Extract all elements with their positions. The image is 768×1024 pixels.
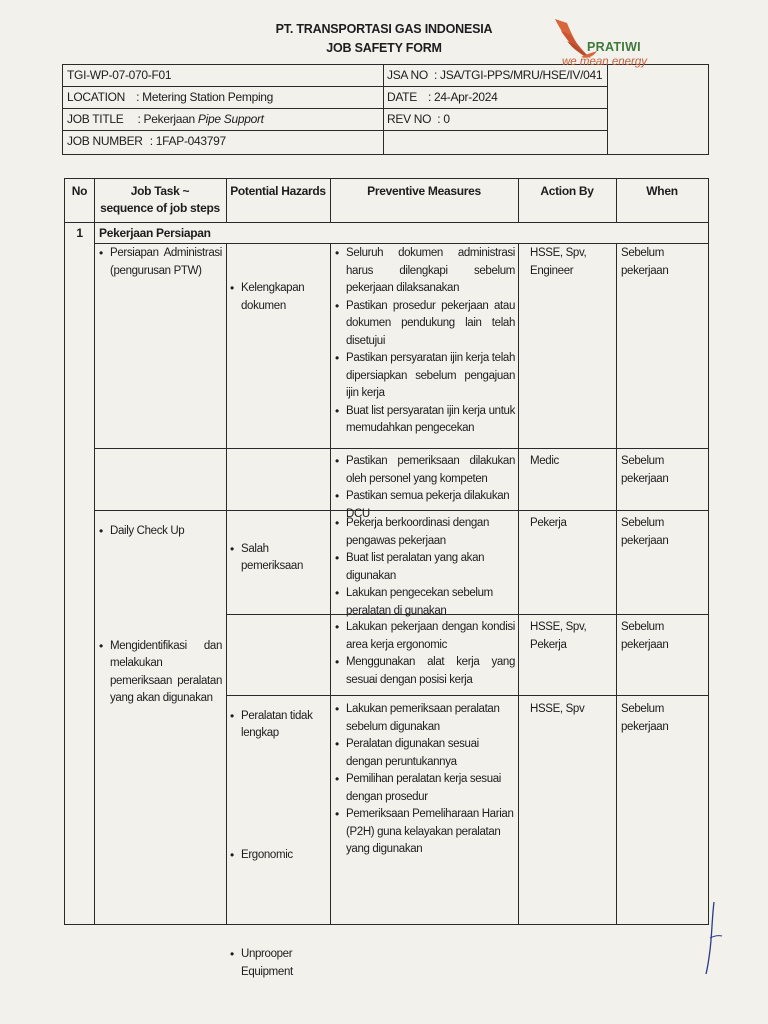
row-divider	[226, 695, 708, 696]
job-title-value	[137, 112, 263, 126]
measure-item: • Buat list persyaratan ijin kerja untuk memudahkan pengecekan	[335, 403, 515, 438]
col-header-when: When	[646, 184, 678, 198]
section-title: Pekerjaan Persiapan	[99, 226, 211, 240]
measure-item: • Lakukan pekerjaan dengan kondisi area kerja ergonomic	[335, 619, 515, 654]
job-title-prefix: : Pekerjaan	[137, 112, 198, 126]
action-by: HSSE, Spv, Engineer	[530, 247, 587, 277]
when: Sebelum pekerjaan	[621, 621, 669, 651]
measures-list	[335, 245, 515, 438]
measure-item: • Pastikan prosedur pekerjaan atau dokumen pendukung lain telah disetujui	[335, 298, 515, 351]
measure-item: • Pastikan semua pekerja dilakukan DCU	[335, 488, 515, 523]
row-divider	[65, 222, 708, 223]
measure-item: • Peralatan digunakan sesuai dengan peruntukannya	[335, 736, 515, 771]
divider	[63, 86, 607, 87]
measure-item: • Menggunakan alat kerja yang sesuai dengan posisi kerja	[335, 654, 515, 689]
job-number-field	[67, 134, 226, 148]
when: Sebelum pekerjaan	[621, 247, 669, 277]
rev-no-label: REV NO	[387, 112, 432, 126]
measure-item: • Pemeriksaan Pemeliharaan Harian (P2H) guna kelayakan peralatan yang digunakan	[335, 806, 515, 859]
job-title-field	[67, 112, 264, 126]
action-by: Medic	[530, 455, 559, 467]
when: Sebelum pekerjaan	[621, 517, 669, 547]
rev-no-value: : 0	[437, 112, 450, 126]
task-item: • Persiapan Administrasi (pengurusan PTW)	[99, 245, 222, 280]
date-value: : 24-Apr-2024	[427, 90, 498, 104]
col-header-action-by: Action By	[540, 184, 594, 198]
col-header-measures: Preventive Measures	[367, 184, 481, 198]
location-value: : Metering Station Pemping	[136, 90, 274, 104]
jsa-no-label: JSA NO	[387, 68, 428, 82]
column-divider	[330, 243, 331, 924]
action-by: HSSE, Spv, Pekerja	[530, 621, 587, 651]
date-label: DATE	[387, 90, 417, 104]
doc-code: TGI-WP-07-070-F01	[67, 68, 172, 82]
location-label: LOCATION	[67, 90, 126, 104]
logo-tagline: we mean energy	[562, 56, 648, 68]
task-item: • Daily Check Up	[99, 523, 222, 541]
measure-item: • Pekerja berkoordinasi dengan pengawas pekerjaan	[335, 515, 515, 550]
row-divider	[94, 243, 708, 244]
hazard-item: • Kelengkapan dokumen	[230, 280, 326, 315]
job-safety-table	[64, 178, 709, 978]
jsa-no-value: : JSA/TGI-PPS/MRU/HSE/IV/041	[433, 68, 603, 82]
section-number: 1	[76, 226, 83, 240]
measures-list	[335, 619, 515, 689]
measure-item: • Pastikan pemeriksaan dilakukan oleh personel yang kompeten	[335, 453, 515, 488]
col-header-no: No	[71, 184, 88, 198]
date-field	[387, 90, 497, 104]
col-header-hazards: Potential Hazards	[230, 184, 326, 198]
hazard-item: • Salah pemeriksaan	[230, 541, 326, 576]
task-item: • Mengidentifikasi dan melakukan pemeriksaan peralatan yang akan digunakan	[99, 638, 222, 708]
column-divider	[226, 243, 227, 924]
hazard-item: • Unprooper Equipment	[230, 946, 326, 981]
divider	[63, 130, 607, 131]
hazard-item: • Peralatan tidak lengkap	[230, 708, 326, 743]
column-divider	[616, 243, 617, 924]
action-by: HSSE, Spv	[530, 703, 585, 715]
location-field	[67, 90, 273, 104]
logo-name: PRATIWI	[587, 40, 641, 54]
rev-no-field	[387, 112, 450, 126]
column-divider	[518, 243, 519, 924]
col-header-job-task-line2: sequence of job steps	[100, 201, 220, 215]
when: Sebelum pekerjaan	[621, 455, 669, 485]
job-title-italic: Pipe Support	[197, 112, 264, 126]
measure-item: • Lakukan pemeriksaan peralatan sebelum digunakan	[335, 701, 515, 736]
measure-item: • Pastikan persyaratan ijin kerja telah dipersiapkan sebelum pengajuan ijin kerja	[335, 350, 515, 403]
signature-mark-icon	[700, 898, 730, 978]
row-divider	[94, 448, 708, 449]
col-header-job-task-line1: Job Task ~	[130, 184, 190, 198]
col-header-job-task	[94, 183, 226, 217]
job-number-label: JOB NUMBER	[67, 134, 143, 148]
action-by: Pekerja	[530, 517, 567, 529]
measures-list	[335, 453, 515, 523]
measure-item: • Seluruh dokumen administrasi harus dilengkapi sebelum pekerjaan dilaksanakan	[335, 245, 515, 298]
measure-item: • Lakukan pengecekan sebelum peralatan di gunakan	[335, 585, 515, 620]
divider	[383, 65, 384, 154]
measure-item: • Pemilihan peralatan kerja sesuai dengan prosedur	[335, 771, 515, 806]
measures-list	[335, 515, 515, 620]
measures-list	[335, 701, 515, 859]
company-name: PT. TRANSPORTASI GAS INDONESIA	[275, 22, 493, 36]
measure-item: • Buat list peralatan yang akan digunakan	[335, 550, 515, 585]
job-number-value: : 1FAP-043797	[149, 134, 226, 148]
divider	[63, 108, 607, 109]
form-title: JOB SAFETY FORM	[326, 41, 442, 55]
hazard-item: • Ergonomic	[230, 847, 326, 865]
job-title-label: JOB TITLE	[67, 112, 124, 126]
when: Sebelum pekerjaan	[621, 703, 669, 733]
column-divider	[94, 179, 95, 924]
